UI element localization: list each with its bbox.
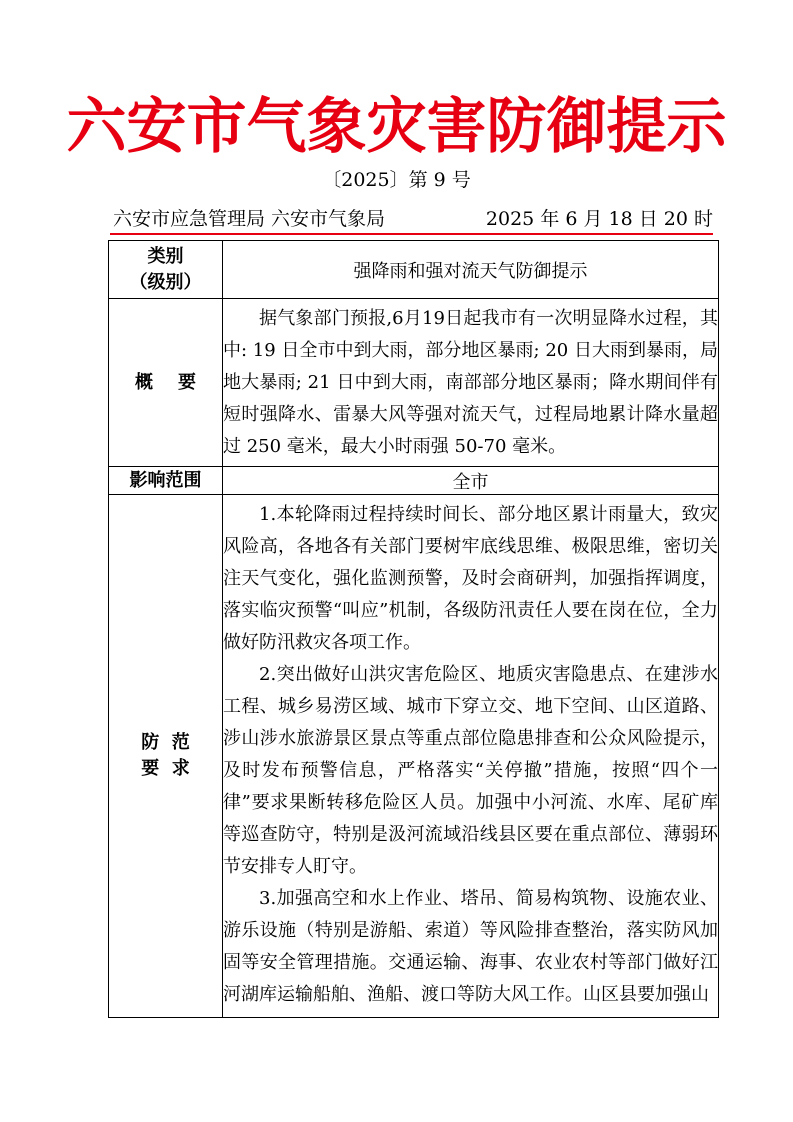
summary-label-text: 概 要: [134, 371, 197, 393]
requirements-label: [109, 495, 223, 1018]
document-number: 〔2025〕第 9 号: [322, 169, 471, 191]
issuer: 六安市应急管理局 六安市气象局: [113, 208, 386, 230]
summary-text: 据气象部门预报,6月19日起我市有一次明显降水过程，其中: 19 日全市中到大雨，部分地区暴雨; 20 日大雨到暴雨，局地大暴雨; 21 日中到大雨，南部部分地区暴雨；降水期间伴有短时强降水、雷暴大风等强对流天气，过程局地累计降水量超过 250 毫米，最大小时雨强 50-70 毫米。: [223, 307, 718, 457]
table-row-scope: [109, 467, 719, 495]
info-table: [108, 240, 719, 1018]
table-row-summary: [109, 299, 719, 467]
requirement-item-3: 3.加强高空和水上作业、塔吊、简易构筑物、设施农业、游乐设施（特别是游船、索道）等风险排查整治，落实防风加固等安全管理措施。交通运输、海事、农业农村等部门做好江河湖库运输船舶、渔船、渡口等防大风工作。山区县要加强山: [223, 888, 718, 1005]
requirements-label-line2: 要 求: [141, 758, 190, 779]
issue-date: 2025 年 6 月 18 日 20 时: [485, 208, 713, 230]
requirements-cell: [223, 495, 719, 1018]
type-value: 强降雨和强对流天气防御提示: [223, 241, 719, 299]
table-row-type: [109, 241, 719, 299]
type-label-line2: （级别）: [129, 271, 202, 293]
requirement-item-1: 1.本轮降雨过程持续时间长、部分地区累计雨量大，致灾风险高，各地各有关部门要树牢底线思维、极限思维，密切关注天气变化，强化监测预警，及时会商研判，加强指挥调度，落实临灾预警“叫应”机制，各级防汛责任人要在岗在位，全力做好防汛救灾各项工作。: [223, 504, 718, 653]
summary-label: [109, 299, 223, 467]
scope-value: 全市: [223, 467, 719, 495]
summary-cell: [223, 299, 719, 467]
requirement-item-2: 2.突出做好山洪灾害危险区、地质灾害隐患点、在建涉水工程、城乡易涝区域、城市下穿立交、地下空间、山区道路、涉山涉水旅游景区景点等重点部位隐患排查和公众风险提示，及时发布预警信息，严格落实“关停撤”措施，按照“四个一律”要求果断转移危险区人员。加强中小河流、水库、尾矿库等巡查防守，特别是汲河流域沿线县区要在重点部位、薄弱环节安排专人盯守。: [223, 664, 718, 877]
scope-label: 影响范围: [109, 467, 223, 495]
table-row-requirements: [109, 495, 719, 1018]
issuer-line: [113, 207, 713, 231]
type-label-line1: 类别: [147, 245, 184, 267]
type-label: [109, 241, 223, 299]
requirements-label-line1: 防 范: [141, 732, 190, 753]
red-divider: [110, 233, 713, 235]
document-title: 六安市气象灾害防御提示: [66, 92, 727, 162]
